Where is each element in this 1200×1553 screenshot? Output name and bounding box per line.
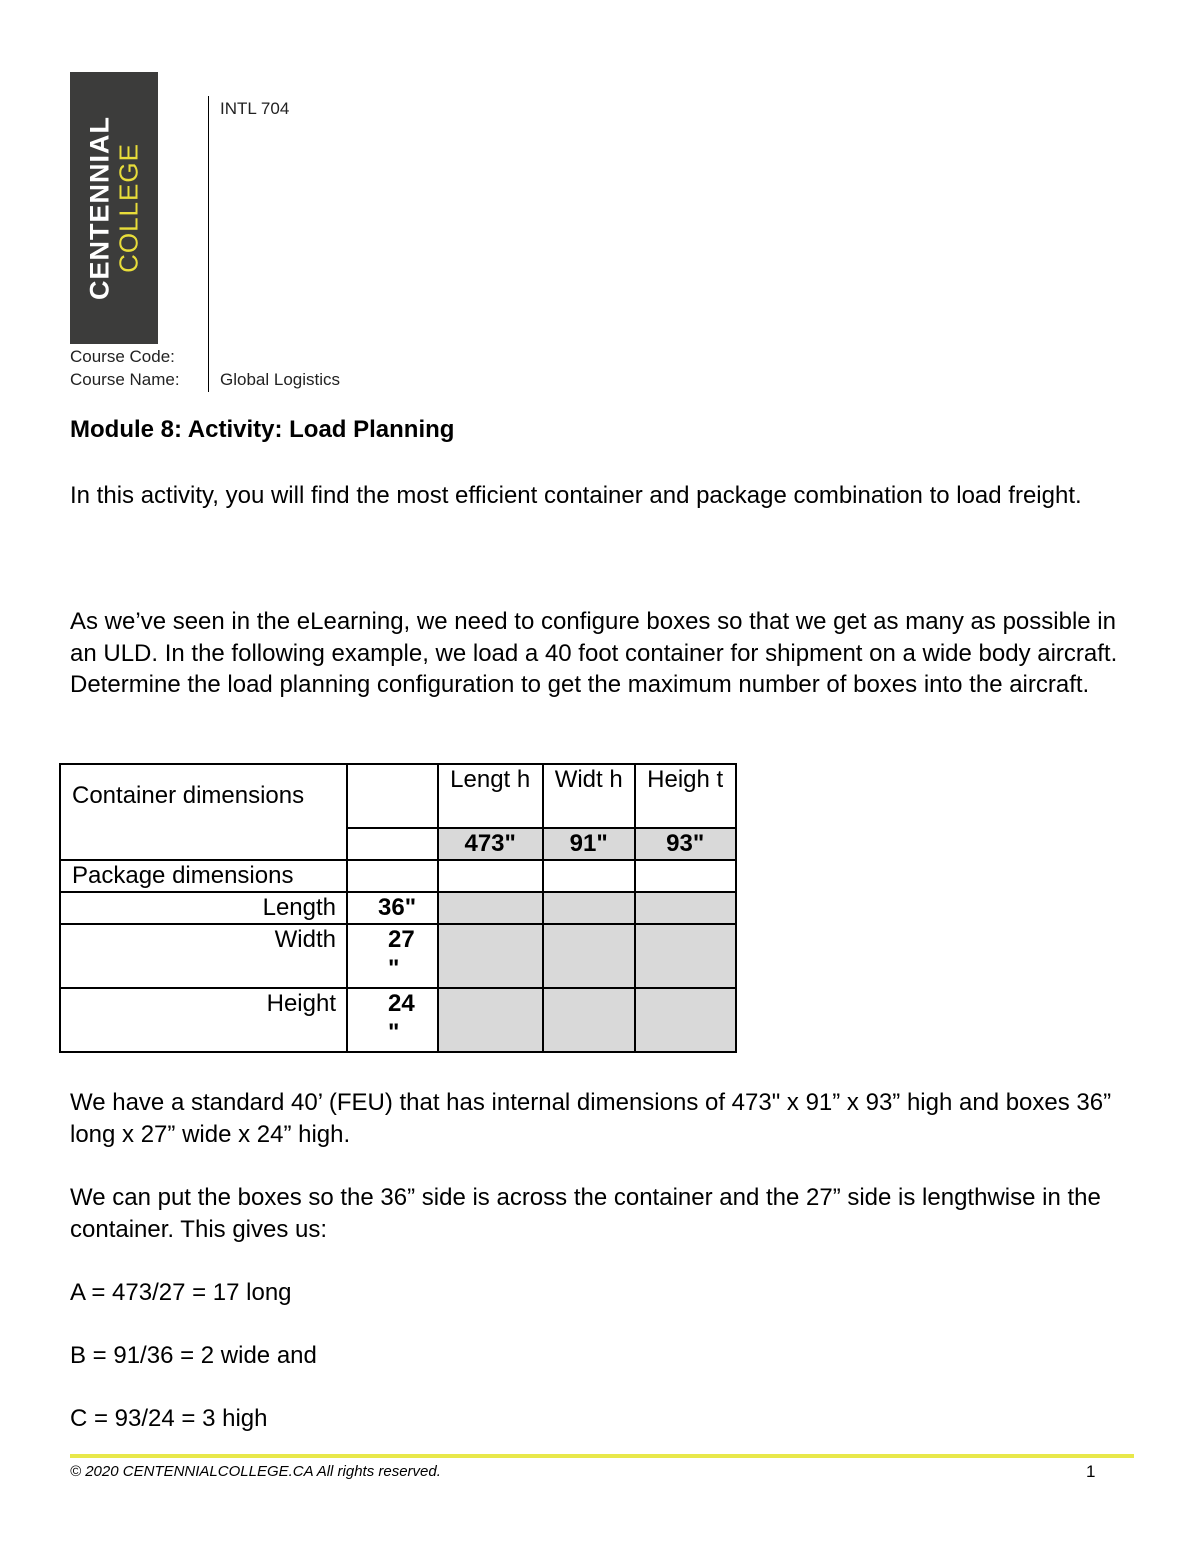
table-cell-empty: [347, 860, 438, 892]
package-dimensions-label: Package dimensions: [60, 860, 347, 892]
package-length-value: 36": [347, 892, 438, 924]
container-length-value: 473": [438, 828, 543, 860]
course-code-value: INTL 704: [220, 99, 290, 118]
calc-a: A = 473/27 = 17 long: [70, 1279, 292, 1306]
intro-paragraph: In this activity, you will find the most efficient container and package combination to load freight.: [70, 482, 1082, 509]
result-cell: [543, 988, 635, 1052]
result-cell: [438, 924, 543, 988]
row-label-width: Width: [60, 924, 347, 988]
college-logo: [70, 72, 158, 344]
logo-line-centennial: CENTENNIAL: [84, 116, 115, 300]
page-title: Module 8: Activity: Load Planning: [70, 416, 455, 443]
table-row: [60, 764, 736, 828]
table-row: [60, 924, 736, 988]
orientation-paragraph: We can put the boxes so the 36” side is across the container and the 27” side is lengthwise in the container. This gives us:: [70, 1184, 1101, 1243]
footer-rule: [70, 1454, 1134, 1458]
table-cell-empty: [347, 764, 438, 828]
feu-paragraph: We have a standard 40’ (FEU) that has internal dimensions of 473" x 91” x 93” high and boxes 36” long x 27” wide x 24” high.: [70, 1089, 1112, 1148]
course-name-label: Course Name:: [70, 370, 180, 389]
table-row: [60, 860, 736, 892]
logo-line-college: COLLEGE: [113, 143, 144, 273]
course-code-label: Course Code:: [70, 347, 175, 366]
result-cell: [635, 924, 736, 988]
result-cell: [543, 924, 635, 988]
container-height-value: 93": [635, 828, 736, 860]
table-cell-empty: [347, 828, 438, 860]
result-cell: [635, 892, 736, 924]
result-cell: [438, 892, 543, 924]
table-cell-empty: [635, 860, 736, 892]
calc-c: C = 93/24 = 3 high: [70, 1405, 268, 1432]
calc-b: B = 91/36 = 2 wide and: [70, 1342, 317, 1369]
table-cell-empty: [438, 860, 543, 892]
elearning-paragraph: As we’ve seen in the eLearning, we need to configure boxes so that we get as many as possible in an ULD. In the following example, we load a 40 foot container for shipment on a wide body aircraft. Determine the load planning configuration to get the maximum number of boxes into the aircraft.: [70, 608, 1118, 698]
dimensions-table: [59, 763, 737, 1053]
course-name-value: Global Logistics: [220, 370, 341, 389]
logo-wordmark: [84, 116, 144, 300]
page-number: 1: [1086, 1462, 1096, 1481]
footer-copyright: © 2020 CENTENNIALCOLLEGE.CA All rights reserved.: [70, 1463, 441, 1480]
container-dimensions-label: Container dimensions: [60, 764, 347, 860]
col-header-length: Lengt h: [438, 764, 543, 828]
header-divider: [208, 96, 209, 392]
result-cell: [543, 892, 635, 924]
package-width-value: 27 ": [347, 924, 438, 988]
result-cell: [438, 988, 543, 1052]
col-header-height: Heigh t: [635, 764, 736, 828]
table-cell-empty: [543, 860, 635, 892]
row-label-length: Length: [60, 892, 347, 924]
container-width-value: 91": [543, 828, 635, 860]
package-height-value: 24 ": [347, 988, 438, 1052]
table-row: [60, 988, 736, 1052]
table-row: [60, 892, 736, 924]
result-cell: [635, 988, 736, 1052]
row-label-height: Height: [60, 988, 347, 1052]
col-header-width: Widt h: [543, 764, 635, 828]
